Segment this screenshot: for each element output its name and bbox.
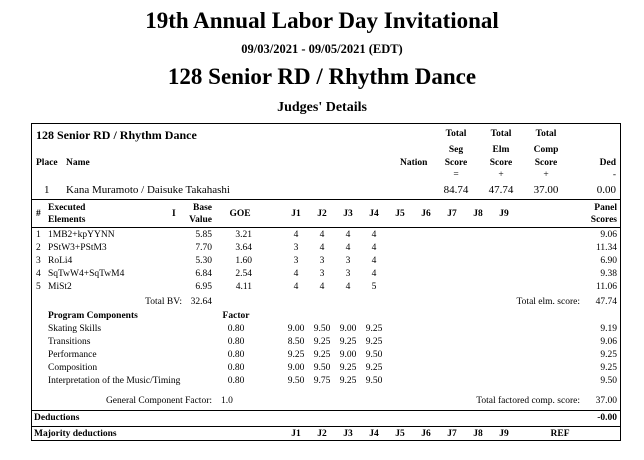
- element-number: 4: [36, 269, 41, 279]
- majority-judge-header: J8: [473, 429, 483, 439]
- executed-header: Executed: [48, 203, 86, 213]
- component-factor: 0.80: [227, 363, 245, 373]
- gcf-value: 1.0: [221, 396, 233, 406]
- divider: [32, 199, 620, 200]
- elm-score: 47.74: [488, 184, 514, 196]
- majority-judge-header: J3: [343, 429, 353, 439]
- comp-label: Comp: [533, 145, 559, 155]
- skater-place: 1: [44, 184, 50, 196]
- majority-judge-header: J2: [317, 429, 327, 439]
- info-header: I: [172, 209, 176, 219]
- judge-score: 9.75: [313, 376, 331, 386]
- majority-judge-header: J4: [369, 429, 379, 439]
- deductions-label: Deductions: [34, 413, 80, 423]
- judge-score: 9.50: [313, 363, 331, 373]
- judge-score: 4: [293, 282, 299, 292]
- op-eq: =: [453, 170, 459, 180]
- majority-judge-header: J5: [395, 429, 405, 439]
- divider: [32, 227, 620, 228]
- segment-label: 128 Senior RD / Rhythm Dance: [36, 128, 197, 142]
- judge-score: 9.50: [287, 376, 305, 386]
- base-header: Base: [193, 203, 212, 213]
- op-plus-1: +: [498, 170, 504, 180]
- op-plus-2: +: [543, 170, 549, 180]
- element-panel-score: 11.34: [595, 243, 617, 253]
- num-header: #: [36, 209, 41, 219]
- element-number: 5: [36, 282, 41, 292]
- total-label-3: Total: [535, 129, 557, 139]
- event-dates: 09/03/2021 - 09/05/2021 (EDT): [241, 42, 403, 56]
- majority-judge-header: J6: [421, 429, 431, 439]
- element-goe: 2.54: [235, 269, 252, 279]
- element-name: MiSt2: [48, 282, 72, 292]
- element-number: 3: [36, 256, 41, 266]
- component-panel-score: 9.25: [600, 363, 617, 373]
- component-factor: 0.80: [227, 337, 245, 347]
- majority-deductions-label: Majority deductions: [34, 429, 117, 439]
- judge-header: J7: [447, 209, 457, 219]
- component-name: Composition: [48, 363, 98, 373]
- judge-score: 4: [319, 230, 325, 240]
- judge-score: 9.25: [313, 350, 331, 360]
- judge-score: 9.50: [313, 324, 331, 334]
- panel-header: Panel: [594, 203, 617, 213]
- total-bv-value: 32.64: [190, 297, 212, 307]
- element-base-value: 6.84: [195, 269, 212, 279]
- divider: [32, 410, 620, 411]
- component-name: Interpretation of the Music/Timing: [48, 376, 181, 386]
- element-base-value: 7.70: [195, 243, 212, 253]
- judge-score: 9.25: [339, 337, 357, 347]
- ded-header: Ded: [599, 158, 616, 168]
- element-goe: 3.21: [235, 230, 252, 240]
- component-factor: 0.80: [227, 376, 245, 386]
- op-minus: -: [612, 170, 616, 180]
- segment-title: 128 Senior RD / Rhythm Dance: [167, 64, 477, 89]
- judge-score: 9.00: [339, 350, 357, 360]
- total-elm-label: Total elm. score:: [516, 297, 580, 307]
- judge-score: 9.00: [339, 324, 357, 334]
- nation-header: Nation: [400, 158, 428, 168]
- judge-score: 5: [371, 282, 377, 292]
- element-number: 2: [36, 243, 41, 253]
- judge-score: 4: [345, 282, 351, 292]
- elm-label: Elm: [492, 145, 510, 155]
- score-label-2: Score: [489, 158, 513, 168]
- judge-score: 9.25: [339, 376, 357, 386]
- seg-score: 84.74: [443, 184, 469, 196]
- judge-header: J5: [395, 209, 405, 219]
- comp-score: 37.00: [533, 184, 559, 196]
- component-panel-score: 9.06: [600, 337, 617, 347]
- judge-score: 9.25: [365, 324, 383, 334]
- judge-score: 3: [293, 256, 299, 266]
- total-elm-value: 47.74: [595, 297, 617, 307]
- element-name: 1MB2+kpYYNN: [48, 230, 115, 240]
- judge-score: 4: [371, 243, 377, 253]
- judge-score: 3: [293, 243, 299, 253]
- factor-header: Factor: [222, 311, 250, 321]
- judge-header: J6: [421, 209, 431, 219]
- skater-name: Kana Muramoto / Daisuke Takahashi: [66, 184, 230, 196]
- judge-score: 4: [371, 269, 377, 279]
- total-comp-label: Total factored comp. score:: [476, 396, 580, 406]
- pc-header: Program Components: [48, 311, 138, 321]
- element-base-value: 6.95: [195, 282, 212, 292]
- event-title: 19th Annual Labor Day Invitational: [145, 8, 499, 33]
- judge-score: 9.25: [313, 337, 331, 347]
- judge-header: J2: [317, 209, 327, 219]
- value-header: Value: [189, 215, 212, 225]
- judge-score: 8.50: [287, 337, 305, 347]
- place-header: Place: [36, 158, 58, 168]
- judge-header: J3: [343, 209, 353, 219]
- element-base-value: 5.30: [195, 256, 212, 266]
- element-goe: 3.64: [235, 243, 252, 253]
- element-panel-score: 9.38: [600, 269, 617, 279]
- component-panel-score: 9.50: [600, 376, 617, 386]
- element-base-value: 5.85: [195, 230, 212, 240]
- element-name: PStW3+PStM3: [48, 243, 107, 253]
- judge-score: 4: [371, 256, 377, 266]
- judge-score: 9.50: [365, 350, 383, 360]
- judge-score: 9.00: [287, 324, 305, 334]
- component-factor: 0.80: [227, 350, 245, 360]
- element-name: RoLi4: [48, 256, 73, 266]
- component-panel-score: 9.19: [600, 324, 617, 334]
- judge-header: J9: [499, 209, 509, 219]
- gcf-label: General Component Factor:: [105, 396, 212, 406]
- element-goe: 4.11: [235, 282, 252, 292]
- element-goe: 1.60: [235, 256, 252, 266]
- total-label-1: Total: [445, 129, 467, 139]
- judge-score: 3: [319, 256, 325, 266]
- seg-label: Seg: [448, 145, 464, 155]
- elements-header: Elements: [48, 215, 86, 225]
- ref-label: REF: [550, 429, 570, 439]
- judge-score: 9.25: [365, 363, 383, 373]
- page-subtitle: Judges' Details: [277, 100, 367, 115]
- judge-score: 4: [345, 243, 351, 253]
- majority-judge-header: J9: [499, 429, 509, 439]
- score-label-1: Score: [444, 158, 468, 168]
- judge-score: 4: [319, 282, 325, 292]
- element-panel-score: 11.06: [595, 282, 617, 292]
- element-panel-score: 6.90: [600, 256, 617, 266]
- total-label-2: Total: [490, 129, 512, 139]
- judge-score: 9.50: [365, 376, 383, 386]
- judge-score: 9.25: [287, 350, 305, 360]
- judge-header: J8: [473, 209, 483, 219]
- total-comp-value: 37.00: [595, 396, 617, 406]
- judge-score: 9.00: [287, 363, 305, 373]
- judge-score: 3: [319, 269, 325, 279]
- judge-score: 9.25: [339, 363, 357, 373]
- deductions-value: -0.00: [597, 413, 617, 423]
- majority-judge-header: J7: [447, 429, 457, 439]
- majority-judge-header: J1: [291, 429, 301, 439]
- scores-header: Scores: [590, 215, 617, 225]
- judge-score: 4: [293, 230, 299, 240]
- judge-score: 9.25: [365, 337, 383, 347]
- element-number: 1: [36, 230, 41, 240]
- score-label-3: Score: [534, 158, 558, 168]
- name-header: Name: [66, 158, 90, 168]
- component-name: Performance: [48, 350, 97, 360]
- total-bv-label: Total BV:: [145, 297, 182, 307]
- judge-score: 3: [345, 269, 351, 279]
- judge-score: 3: [345, 256, 351, 266]
- component-name: Skating Skills: [48, 324, 102, 334]
- divider: [32, 426, 620, 427]
- goe-header: GOE: [229, 209, 251, 219]
- judge-header: J1: [291, 209, 301, 219]
- judges-details-table: [31, 123, 621, 441]
- judge-score: 4: [345, 230, 351, 240]
- component-panel-score: 9.25: [600, 350, 617, 360]
- element-name: SqTwW4+SqTwM4: [48, 269, 125, 279]
- judge-header: J4: [369, 209, 379, 219]
- judge-score: 4: [293, 269, 299, 279]
- component-name: Transitions: [48, 337, 91, 347]
- judge-score: 4: [319, 243, 325, 253]
- element-panel-score: 9.06: [600, 230, 617, 240]
- component-factor: 0.80: [227, 324, 245, 334]
- ded-score: 0.00: [596, 184, 616, 196]
- judge-score: 4: [371, 230, 377, 240]
